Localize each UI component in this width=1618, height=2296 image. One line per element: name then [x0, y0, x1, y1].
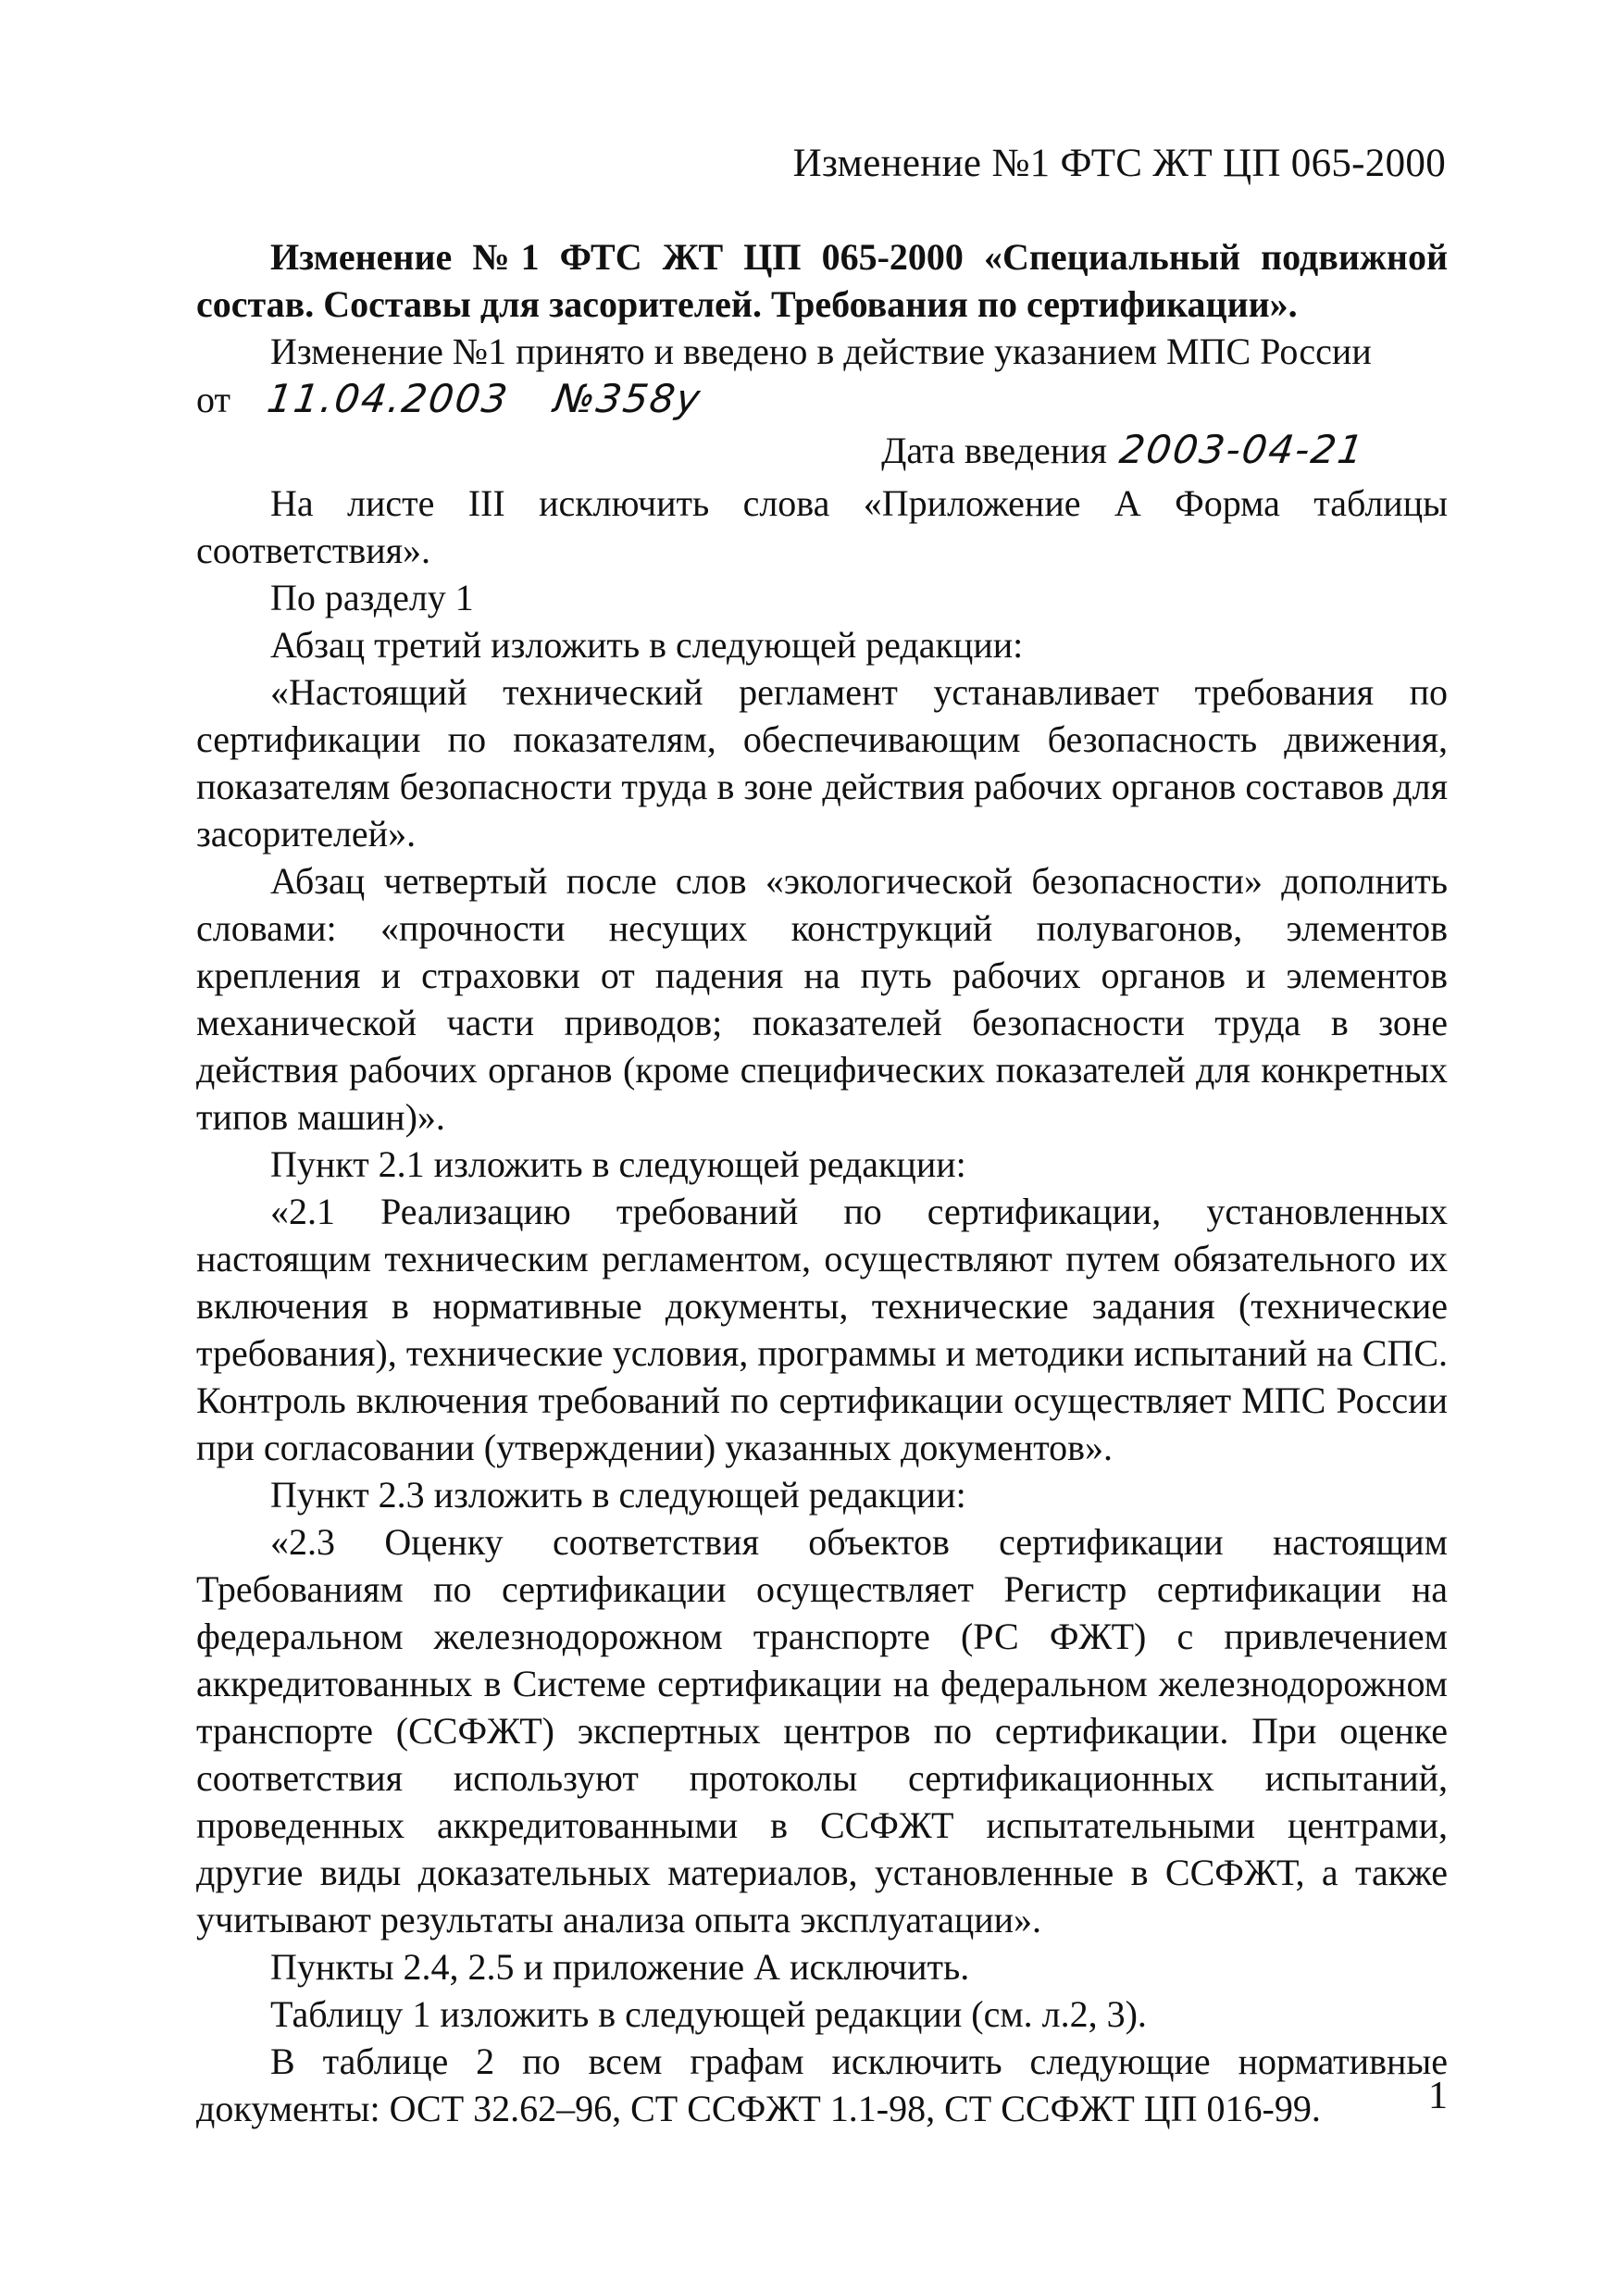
- paragraph-sheet-iii: На листе III исключить слова «Приложение А Форма таблицы соответствия».: [196, 482, 1448, 571]
- paragraph-table-1: Таблицу 1 изложить в следующей редакции (см. л.2, 3).: [270, 1993, 1147, 2035]
- handwritten-number: №358у: [551, 376, 705, 421]
- adoption-intro: Изменение №1 принято и введено в действие указанием МПС России: [270, 331, 1372, 372]
- handwritten-intro-date: 2003-04-21: [1116, 427, 1368, 472]
- handwritten-date: 11.04.2003: [264, 376, 512, 421]
- paragraph-table-2: В таблице 2 по всем графам исключить следующие нормативные документы: ОСТ 32.62–96, СТ ССФЖТ 1.1-98, СТ ССФЖТ ЦП 016-99.: [196, 2040, 1448, 2129]
- paragraph-fourth-abzac: Абзац четвертый после слов «экологической безопасности» дополнить словами: «прочности несущих конструкций полувагонов, элементов крепления и страховки от падения на путь рабочих органов и элементов механической части приводов; показателей безопасности труда в зоне действия рабочих органов (кроме специфических показателей для конкретных типов машин)».: [196, 860, 1448, 1138]
- document-body: [196, 233, 1448, 2132]
- paragraph-third-abzac-note: Абзац третий изложить в следующей редакции:: [270, 624, 1024, 666]
- paragraph-point-2-3-text: «2.3 Оценку соответствия объектов сертификации настоящим Требованиям по сертификации осуществляет Регистр сертификации на федеральном железнодорожном транспорте (РС ФЖТ) с привлечением аккредитованных в Системе сертификации на федеральном железнодорожном транспорте (ССФЖТ) экспертных центров по сертификации. При оценке соответствия используют протоколы сертификационных испытаний, проведенных аккредитованными в ССФЖТ испытательными центрами, другие виды доказательных материалов, установленные в ССФЖТ, а также учитывают результаты анализа опыта эксплуатации».: [196, 1521, 1448, 1940]
- paragraph-point-2-1-text: «2.1 Реализацию требований по сертификации, установленных настоящим техническим регламентом, осуществляют путем обязательного их включения в нормативные документы, технические задания (технические требования), технические условия, программы и методики испытаний на СПС. Контроль включения требований по сертификации осуществляет МПС России при согласовании (утверждении) указанных документов».: [196, 1191, 1448, 1468]
- paragraph-third-abzac-text: «Настоящий технический регламент устанавливает требования по сертификации по показателям, обеспечивающим безопасность движения, показателям безопасности труда в зоне действия рабочих органов составов для засорителей».: [196, 671, 1448, 855]
- adoption-from-line: [196, 375, 1448, 422]
- from-label: от: [196, 379, 230, 420]
- intro-date-label: Дата введения: [881, 430, 1107, 471]
- paragraph-point-2-1-note: Пункт 2.1 изложить в следующей редакции:: [270, 1143, 966, 1185]
- paragraph-section-1: По разделу 1: [270, 577, 474, 618]
- paragraph-point-2-3-note: Пункт 2.3 изложить в следующей редакции:: [270, 1474, 966, 1516]
- paragraph-points-excluded: Пункты 2.4, 2.5 и приложение А исключить.: [270, 1946, 970, 1988]
- page-number: 1: [1428, 2075, 1448, 2117]
- intro-date-line: [196, 422, 1448, 480]
- document-header: Изменение №1 ФТС ЖТ ЦП 065-2000: [792, 142, 1446, 185]
- document-title: Изменение №1 ФТС ЖТ ЦП 065-2000 «Специальный подвижной состав. Составы для засорителей. Требования по сертификации».: [196, 236, 1448, 325]
